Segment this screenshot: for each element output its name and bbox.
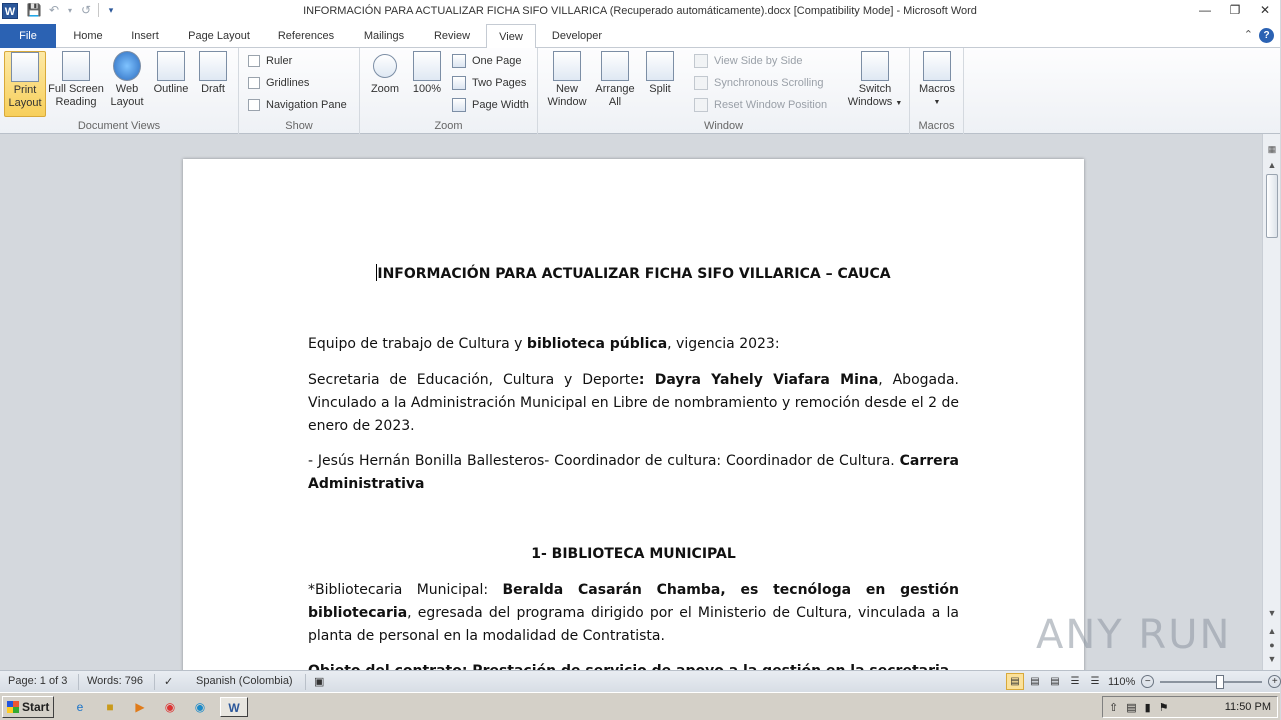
- tab-page-layout[interactable]: Page Layout: [188, 30, 250, 42]
- ribbon-tabs: [0, 24, 1280, 48]
- switch-windows-button[interactable]: [844, 51, 906, 110]
- page-width-button[interactable]: [452, 97, 529, 113]
- navigation-pane-check-box[interactable]: [248, 99, 260, 111]
- outline-icon: [157, 51, 185, 81]
- p4-text-b: Beralda Casarán Chamba, es tecnóloga en gestión bibliotecaria: [308, 582, 959, 621]
- reset-window-position-button[interactable]: [694, 97, 827, 113]
- redo-icon[interactable]: ↺: [80, 3, 92, 17]
- full-screen-view-icon[interactable]: ▤: [1030, 676, 1040, 687]
- two-pages-label: Two Pages: [472, 77, 527, 89]
- zoom-slider[interactable]: [1160, 681, 1262, 683]
- ribbon-help-area: [1244, 28, 1274, 43]
- view-shortcuts: [1006, 673, 1104, 690]
- previous-page-icon[interactable]: ▲: [1267, 626, 1277, 636]
- scroll-down-icon[interactable]: ▼: [1267, 608, 1277, 618]
- p2-text-a: Secretaria de Educación, Cultura y Deporte: [308, 372, 639, 388]
- p2-text-c: , Abogada. Vinculado a la Administración Municipal en Libre de nombramiento y remoción desde el 2 de enero de 2023.: [308, 372, 960, 434]
- minimize-ribbon-icon[interactable]: ⌃: [1243, 29, 1253, 41]
- ruler-check-box[interactable]: [248, 55, 260, 67]
- ruler-toggle-icon[interactable]: ▦: [1267, 144, 1277, 154]
- help-icon[interactable]: ?: [1259, 28, 1274, 43]
- switch-windows-label-1: Switch: [858, 83, 892, 95]
- vertical-scrollbar[interactable]: [1262, 134, 1280, 670]
- paragraph-bibliotecaria: [308, 579, 959, 648]
- view-side-by-side-label: View Side by Side: [714, 55, 803, 67]
- two-pages-icon: [452, 76, 466, 90]
- page-width-icon: [452, 98, 466, 112]
- start-label: Start: [22, 700, 50, 714]
- switch-windows-label-2: Windows: [847, 96, 893, 108]
- synchronous-scrolling-label: Synchronous Scrolling: [714, 77, 824, 89]
- undo-icon[interactable]: ↶: [48, 3, 60, 17]
- outline-button[interactable]: [150, 51, 192, 96]
- media-player-icon[interactable]: ▶: [135, 700, 145, 714]
- group-macros: [910, 48, 964, 134]
- word-app-icon[interactable]: W: [2, 3, 18, 19]
- group-label-show: Show: [285, 120, 313, 132]
- macros-label: Macros: [918, 83, 956, 95]
- zoom-control: [1108, 675, 1281, 688]
- group-label-window: Window: [703, 120, 744, 132]
- ruler-label: Ruler: [266, 55, 293, 67]
- one-page-button[interactable]: [452, 53, 522, 69]
- network-icon[interactable]: ▤: [1126, 701, 1137, 714]
- print-layout-label-2: Layout: [8, 97, 42, 109]
- zoom-out-icon[interactable]: −: [1141, 675, 1154, 688]
- tab-mailings[interactable]: Mailings: [363, 30, 405, 42]
- restore-button[interactable]: ❐: [1229, 3, 1241, 17]
- zoom-level[interactable]: 110%: [1108, 675, 1136, 688]
- group-zoom: [360, 48, 538, 134]
- gridlines-label: Gridlines: [266, 77, 310, 89]
- taskbar: [0, 692, 1280, 720]
- chevron-down-icon: ▼: [933, 99, 941, 106]
- close-button[interactable]: ✕: [1259, 3, 1271, 17]
- outline-view-icon[interactable]: ☰: [1070, 676, 1080, 687]
- split-label: Split: [649, 83, 671, 95]
- zoom-in-icon[interactable]: +: [1268, 675, 1281, 688]
- group-show: [239, 48, 360, 134]
- p4-text-a: *Bibliotecaria Municipal:: [308, 582, 503, 598]
- tray-expand-icon[interactable]: ⇧: [1109, 701, 1119, 714]
- print-layout-icon: [11, 52, 39, 82]
- status-bar: [0, 670, 1280, 692]
- p3-text-b: Carrera Administrativa: [308, 453, 959, 492]
- group-label-document-views: Document Views: [77, 120, 161, 132]
- reset-window-position-icon: [694, 98, 708, 112]
- group-document-views: [0, 48, 239, 134]
- window-controls: [1190, 0, 1280, 20]
- view-side-by-side-icon: [694, 54, 708, 68]
- web-layout-icon: [113, 51, 141, 81]
- ribbon-view: [0, 48, 1280, 134]
- minimize-button[interactable]: —: [1199, 3, 1211, 17]
- two-pages-button[interactable]: [452, 75, 526, 91]
- draft-view-icon[interactable]: ☰: [1090, 676, 1100, 687]
- group-label-zoom: Zoom: [434, 120, 463, 132]
- tab-developer[interactable]: Developer: [551, 30, 603, 42]
- navigation-pane-checkbox[interactable]: [248, 97, 347, 113]
- print-layout-view-icon[interactable]: ▤: [1006, 673, 1024, 690]
- web-layout-view-icon[interactable]: ▤: [1050, 676, 1060, 687]
- gridlines-check-box[interactable]: [248, 77, 260, 89]
- chevron-down-icon: ▼: [895, 100, 903, 107]
- next-page-icon[interactable]: ▼: [1267, 654, 1277, 664]
- proofing-icon[interactable]: ✓: [164, 676, 174, 688]
- select-browse-object-icon[interactable]: ●: [1269, 640, 1275, 650]
- start-button[interactable]: [2, 696, 54, 718]
- draft-label: Draft: [201, 83, 225, 95]
- system-tray: [1102, 696, 1278, 718]
- switch-windows-icon: [861, 51, 889, 81]
- window-title: INFORMACIÓN PARA ACTUALIZAR FICHA SIFO VILLARICA (Recuperado automáticamente).docx [Compatibility Mode] - Microsoft Word: [303, 5, 977, 17]
- view-side-by-side-button[interactable]: [694, 53, 802, 69]
- gridlines-checkbox[interactable]: [248, 75, 309, 91]
- section-heading: 1- BIBLIOTECA MUNICIPAL: [531, 546, 736, 562]
- document-page[interactable]: [183, 159, 1084, 719]
- new-window-label-1: New: [555, 83, 578, 95]
- quick-launch: [70, 697, 248, 717]
- new-window-label-2: Window: [547, 96, 587, 108]
- status-separator: [154, 674, 155, 690]
- navigation-pane-label: Navigation Pane: [266, 99, 347, 111]
- group-window: [538, 48, 910, 134]
- tab-insert[interactable]: Insert: [131, 30, 159, 42]
- synchronous-scrolling-icon: [694, 76, 708, 90]
- split-button[interactable]: [644, 51, 676, 96]
- clock[interactable]: 11:50 PM: [1224, 701, 1271, 713]
- tab-view[interactable]: View: [486, 24, 536, 49]
- watermark-logo: ANY RUN: [1036, 612, 1232, 658]
- full-screen-reading-button[interactable]: [47, 51, 105, 109]
- reset-window-position-label: Reset Window Position: [714, 99, 828, 111]
- p1-text-c: , vigencia 2023:: [667, 336, 780, 352]
- document-area[interactable]: [0, 134, 1262, 670]
- title-bar: [0, 0, 1280, 24]
- chrome-icon[interactable]: ◉: [164, 700, 176, 714]
- outline-label: Outline: [153, 83, 189, 95]
- zoom-100-label: 100%: [412, 83, 442, 95]
- full-screen-reading-icon: [62, 51, 90, 81]
- arrange-all-icon: [601, 51, 629, 81]
- flag-icon[interactable]: ⚑: [1158, 701, 1169, 714]
- internet-explorer-icon[interactable]: e: [76, 700, 84, 714]
- arrange-all-label-2: All: [608, 96, 622, 108]
- new-window-icon: [553, 51, 581, 81]
- magnifier-icon: [373, 54, 397, 78]
- arrange-all-button[interactable]: [594, 51, 636, 109]
- undo-dropdown-icon[interactable]: ▾: [67, 5, 72, 15]
- word-count[interactable]: Words: 796: [87, 675, 144, 687]
- one-page-icon: [452, 54, 466, 68]
- draft-icon: [199, 51, 227, 81]
- synchronous-scrolling-button[interactable]: [694, 75, 823, 91]
- macro-recording-icon[interactable]: ▣: [314, 676, 325, 688]
- battery-icon[interactable]: ▮: [1144, 701, 1151, 714]
- language-indicator[interactable]: Spanish (Colombia): [196, 675, 293, 687]
- web-layout-label-1: Web: [115, 83, 139, 95]
- tab-review[interactable]: Review: [433, 30, 471, 42]
- document-title-line: [258, 263, 1009, 286]
- switch-windows-label-2-row: [844, 96, 906, 110]
- zoom-label: Zoom: [370, 83, 400, 95]
- one-page-label: One Page: [472, 55, 522, 67]
- arrange-all-label-1: Arrange: [595, 83, 635, 95]
- p2-text-b: : Dayra Yahely Viafara Mina: [638, 372, 879, 388]
- macros-button[interactable]: [916, 51, 958, 109]
- p3-text-a: - Jesús Hernán Bonilla Ballesteros- Coordinador de cultura: Coordinador de Cultura.: [308, 453, 900, 469]
- scroll-thumb[interactable]: [1266, 174, 1278, 238]
- scroll-up-icon[interactable]: ▲: [1267, 160, 1277, 170]
- web-layout-label-2: Layout: [110, 96, 144, 108]
- print-layout-label-1: Print: [13, 84, 37, 96]
- windows-logo-icon: [7, 701, 19, 713]
- zoom-100-icon: [413, 51, 441, 81]
- ruler-checkbox[interactable]: [248, 53, 292, 69]
- status-separator: [305, 674, 306, 690]
- paragraph-secretaria: [308, 369, 959, 438]
- word-taskbar-button[interactable]: W: [220, 697, 248, 717]
- status-separator: [78, 674, 79, 690]
- web-layout-button[interactable]: [107, 51, 147, 109]
- zoom-button[interactable]: [368, 51, 402, 96]
- zoom-slider-knob[interactable]: [1216, 675, 1224, 689]
- macros-icon: [923, 51, 951, 81]
- draft-button[interactable]: [196, 51, 230, 96]
- customize-qat-icon[interactable]: ▾: [108, 4, 114, 15]
- folder-icon[interactable]: ■: [106, 700, 114, 714]
- full-screen-label-2: Reading: [55, 96, 97, 108]
- tab-references[interactable]: References: [277, 30, 335, 42]
- p4-text-c: , egresada del programa dirigido por el Ministerio de Cultura, vinculada a la planta de personal en la modalidad de Contratista.: [308, 605, 959, 644]
- new-window-button[interactable]: [544, 51, 590, 109]
- split-icon: [646, 51, 674, 81]
- save-icon[interactable]: 💾: [26, 3, 42, 17]
- p1-text-b: biblioteca pública: [526, 336, 668, 352]
- print-layout-button[interactable]: [4, 51, 46, 117]
- edge-icon[interactable]: ◉: [194, 700, 206, 714]
- zoom-100-button[interactable]: [410, 51, 444, 96]
- paragraph-team: [308, 333, 959, 356]
- page-count[interactable]: Page: 1 of 3: [8, 675, 68, 687]
- page-width-label: Page Width: [472, 99, 529, 111]
- tab-file[interactable]: File: [0, 24, 56, 48]
- tab-home[interactable]: Home: [73, 30, 103, 42]
- document-title: INFORMACIÓN PARA ACTUALIZAR FICHA SIFO VILLARICA – CAUCA: [377, 266, 891, 282]
- full-screen-label-1: Full Screen: [48, 83, 104, 95]
- paragraph-coordinador: [308, 450, 959, 496]
- group-label-macros: Macros: [918, 120, 955, 132]
- p1-text-a: Equipo de trabajo de Cultura y: [308, 336, 527, 352]
